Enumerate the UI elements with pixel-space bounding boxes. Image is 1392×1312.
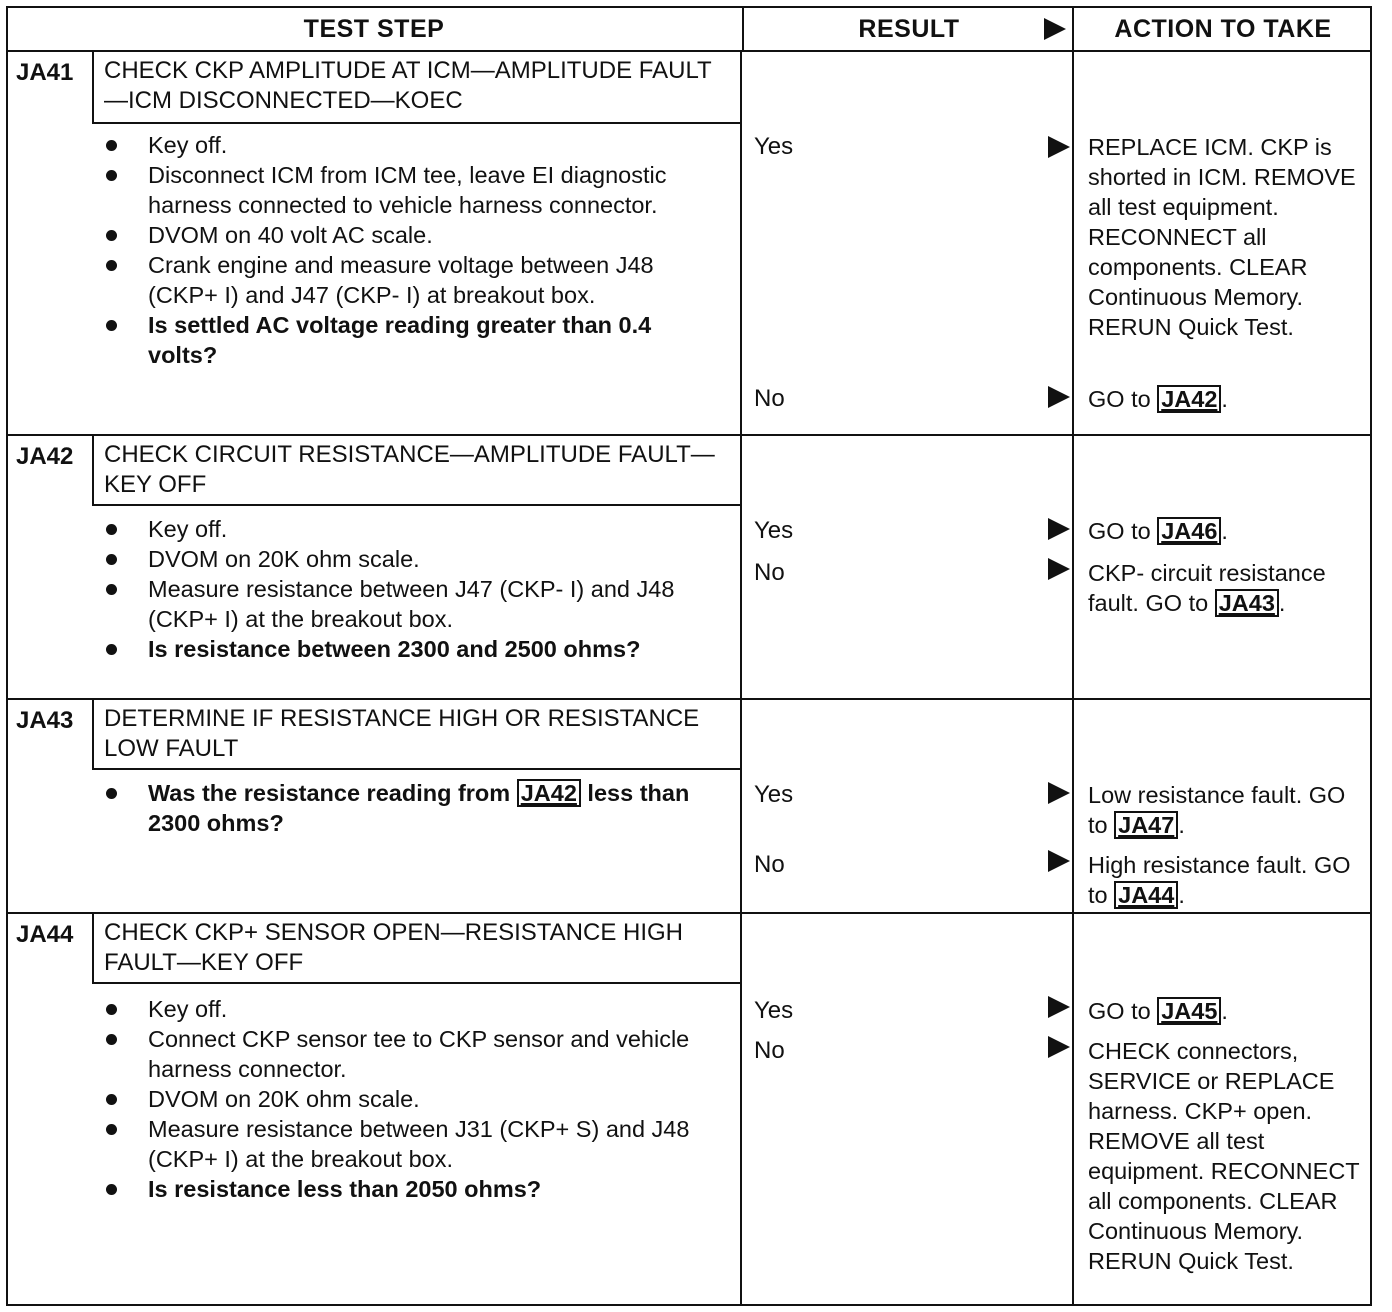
header-result: RESULT	[742, 8, 1074, 50]
result-cell	[740, 434, 1074, 698]
action-text: GO to JA42 .	[1088, 386, 1228, 412]
action-text: CHECK connectors, SERVICE or REPLACE harness. CKP+ open. REMOVE all test equipment. RECONNECT all components. CLEAR Continuous Memory. RERUN Quick Test.	[1088, 1038, 1360, 1274]
result-cell	[740, 50, 1074, 434]
result-yes: Yes	[754, 517, 794, 544]
step-reference-link[interactable]: JA46	[1157, 517, 1221, 545]
result-yes: Yes	[754, 997, 794, 1024]
action-text: High resistance fault. GO to JA44 .	[1088, 852, 1351, 908]
step-reference-link[interactable]: JA44	[1114, 881, 1178, 909]
header-test-step: TEST STEP	[303, 15, 445, 43]
action-cell	[1072, 434, 1372, 698]
step-title: CHECK CIRCUIT RESISTANCE—AMPLITUDE FAULT—KEY OFF	[92, 434, 740, 506]
step-instructions	[100, 778, 720, 838]
step-id: JA43	[16, 707, 74, 734]
list-item: Measure resistance between J47 (CKP- I) and J48 (CKP+ I) at the breakout box.	[100, 574, 720, 634]
list-item: Measure resistance between J31 (CKP+ S) and J48 (CKP+ I) at the breakout box.	[100, 1114, 720, 1174]
list-item: Connect CKP sensor tee to CKP sensor and vehicle harness connector.	[100, 1024, 720, 1084]
step-question: Is resistance between 2300 and 2500 ohms?	[100, 634, 720, 664]
result-cell	[740, 698, 1074, 912]
action-cell	[1072, 912, 1372, 1304]
list-item: Disconnect ICM from ICM tee, leave EI diagnostic harness connected to vehicle harness connector.	[100, 160, 720, 220]
arrow-icon	[1048, 850, 1070, 872]
step-reference-link[interactable]: JA43	[1215, 589, 1279, 617]
list-item: Key off.	[100, 994, 720, 1024]
result-cell	[740, 912, 1074, 1304]
test-step-cell	[8, 698, 740, 912]
step-id: JA42	[16, 443, 74, 470]
step-reference-link[interactable]: JA42	[517, 779, 581, 807]
list-item: DVOM on 20K ohm scale.	[100, 1084, 720, 1114]
result-no: No	[754, 559, 785, 586]
action-cell	[1072, 698, 1372, 912]
step-title: CHECK CKP AMPLITUDE AT ICM—AMPLITUDE FAULT—ICM DISCONNECTED—KOEC	[92, 50, 740, 124]
action-text: Low resistance fault. GO to JA47 .	[1088, 782, 1346, 838]
step-block-ja42	[6, 434, 1372, 700]
result-no: No	[754, 851, 785, 878]
step-block-ja44	[6, 912, 1372, 1306]
step-question: Is settled AC voltage reading greater than 0.4 volts?	[100, 310, 720, 370]
arrow-icon	[1048, 518, 1070, 540]
table-header	[6, 6, 1372, 52]
result-no: No	[754, 1037, 785, 1064]
result-no: No	[754, 385, 785, 412]
list-item: DVOM on 20K ohm scale.	[100, 544, 720, 574]
arrow-icon	[1048, 136, 1070, 158]
step-instructions	[100, 514, 720, 664]
test-step-cell	[8, 50, 740, 434]
action-text: REPLACE ICM. CKP is shorted in ICM. REMOVE all test equipment. RECONNECT all components. CLEAR Continuous Memory. RERUN Quick Test.	[1088, 134, 1356, 340]
step-id: JA41	[16, 59, 74, 86]
arrow-icon	[1048, 558, 1070, 580]
header-arrow-icon	[1044, 18, 1066, 40]
step-reference-link[interactable]: JA47	[1114, 811, 1178, 839]
action-text: GO to JA45 .	[1088, 998, 1228, 1024]
action-text: GO to JA46 .	[1088, 518, 1228, 544]
list-item: DVOM on 40 volt AC scale.	[100, 220, 720, 250]
action-cell	[1072, 50, 1372, 434]
test-step-cell	[8, 434, 740, 698]
list-item: Key off.	[100, 514, 720, 544]
arrow-icon	[1048, 386, 1070, 408]
action-text: CKP- circuit resistance fault. GO to JA43 .	[1088, 560, 1326, 616]
step-question: Was the resistance reading from JA42 less than 2300 ohms?	[100, 778, 720, 838]
step-reference-link[interactable]: JA42	[1157, 385, 1221, 413]
step-block-ja43	[6, 698, 1372, 914]
arrow-icon	[1048, 996, 1070, 1018]
list-item: Key off.	[100, 130, 720, 160]
step-title: DETERMINE IF RESISTANCE HIGH OR RESISTANCE LOW FAULT	[92, 698, 740, 770]
list-item: Crank engine and measure voltage between J48 (CKP+ I) and J47 (CKP- I) at breakout box.	[100, 250, 720, 310]
result-yes: Yes	[754, 781, 794, 808]
step-question: Is resistance less than 2050 ohms?	[100, 1174, 720, 1204]
step-block-ja41	[6, 50, 1372, 436]
diagnostic-table	[6, 6, 1370, 1306]
arrow-icon	[1048, 1036, 1070, 1058]
step-title: CHECK CKP+ SENSOR OPEN—RESISTANCE HIGH FAULT—KEY OFF	[92, 912, 740, 984]
arrow-icon	[1048, 782, 1070, 804]
step-id: JA44	[16, 921, 74, 948]
step-instructions	[100, 130, 720, 370]
header-action: ACTION TO TAKE	[1072, 8, 1372, 50]
step-instructions	[100, 994, 720, 1204]
result-yes: Yes	[754, 133, 794, 160]
step-reference-link[interactable]: JA45	[1157, 997, 1221, 1025]
test-step-cell	[8, 912, 740, 1304]
